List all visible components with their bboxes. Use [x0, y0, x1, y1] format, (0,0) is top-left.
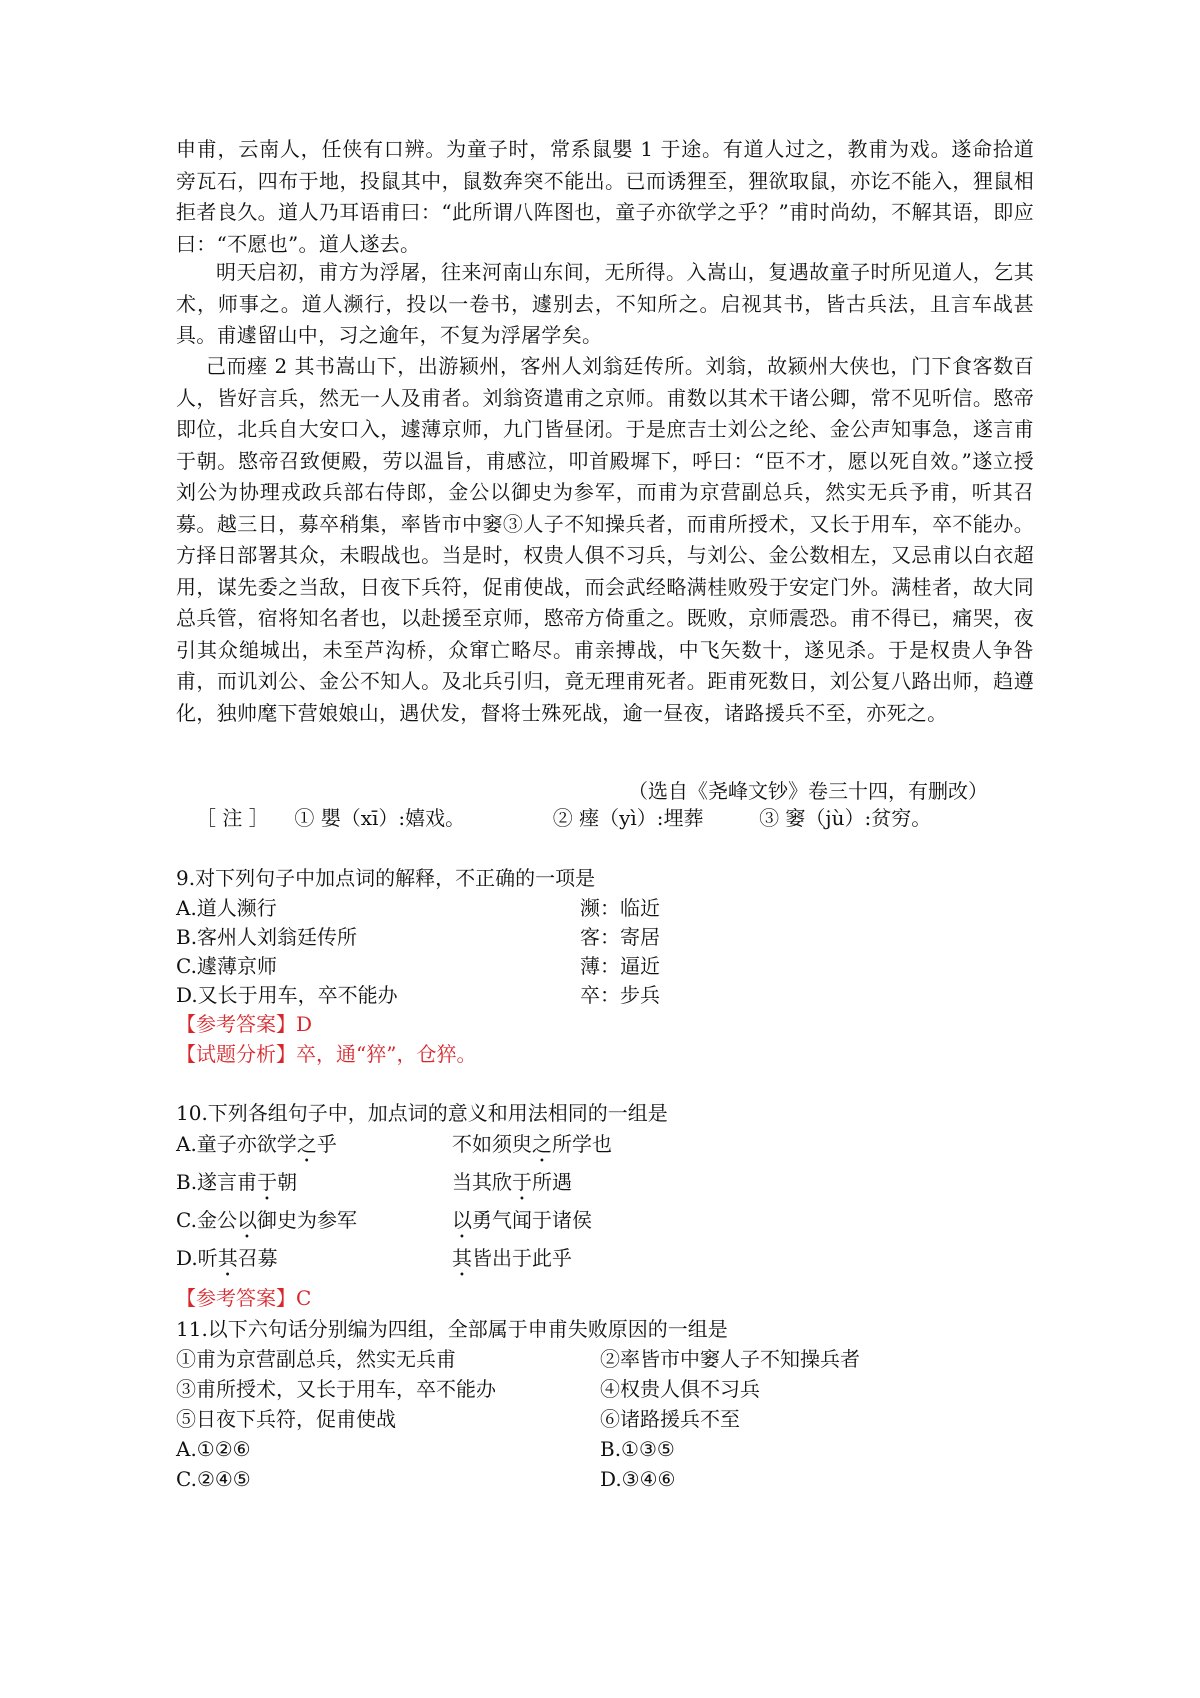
q10-b-dotted-word: 于: [257, 1170, 278, 1194]
q10-c-text: C.金公: [176, 1208, 237, 1232]
q9-option-b: B.客州人刘翁廷传所: [176, 925, 358, 949]
q11-item-6: ⑥诸路援兵不至: [600, 1407, 740, 1431]
note-2: ② 瘗（yì）:埋葬: [552, 806, 704, 830]
q10-c-dotted-word: 以: [236, 1208, 257, 1232]
q9-option-d: D.又长于用车，卒不能办: [176, 983, 398, 1007]
note-3: ③ 窭（jù）:贫穷。: [759, 806, 932, 830]
q9-option-d-gloss: 卒：步兵: [580, 983, 660, 1007]
passage-paragraph-3: 己而瘗 2 其书嵩山下，出游颍州，客州人刘翁廷传所。刘翁，故颍州大侠也，门下食客数百人，皆好言兵，然无一人及甫者。刘翁资遣甫之京师。甫数以其术干诸公卿，常不见听信。愍帝即位，北兵自大安口入，遽薄京师，九门皆昼闭。于是庶吉士刘公之纶、金公声知事急，遂言甫于朝。愍帝召致便殿，劳以温旨，甫感泣，叩首殿墀下，呼曰：“臣不才，愿以死自效。”遂立授刘公为协理戎政兵部右侍郎，金公以御史为参军，而甫为京营副总兵，然实无兵予甫，听其召募。越三日，募卒稍集，率皆市中窭③人子不知操兵者，而甫所授术，又长于用车，卒不能办。方择日部署其众，未暇战也。当是时，权贵人俱不习兵，与刘公、金公数相左，又忌甫以白衣超用，谋先委之当敌，日夜下兵符，促甫使战，而会武经略满桂败殁于安定门外。满桂者，故大同总兵管，宿将知名者也，以赴援至京师，愍帝方倚重之。既败，京师震恐。甫不得已，痛哭，夜引其众缒城出，未至芦沟桥，众窜亡略尽。甫亲搏战，中飞矢数十，遂见杀。于是权贵人争咎甫，而讥刘公、金公不知人。及北兵引归，竟无理甫死者。距甫死数日，刘公复八路出师，趋遵化，独帅麾下营娘娘山，遇伏发，督将士殊死战，逾一昼夜，诸路援兵不至，亦死之。: [176, 354, 1034, 725]
q10-c-pair-text-end: 勇气闻于诸侯: [472, 1208, 592, 1232]
q9-option-a-gloss: 濒：临近: [580, 896, 660, 920]
q10-b-pair-text-end: 所遇: [532, 1170, 572, 1194]
note-label: ［ 注 ］: [196, 806, 269, 830]
q10-b-text-end: 朝: [277, 1170, 298, 1194]
q10-option-a: [176, 1129, 337, 1167]
q10-a-text: A.童子亦欲学: [176, 1132, 297, 1156]
passage-paragraph-1: 申甫，云南人，任侠有口辨。为童子时，常系鼠嬰 1 于途。有道人过之，教甫为戏。遂命拾道旁瓦石，四布于地，投鼠其中，鼠数奔突不能出。已而诱狸至，狸欲取鼠，亦讫不能入，狸鼠相拒者良久。道人乃耳语甫曰：“此所谓八阵图也，童子亦欲学之乎？”甫时尚幼，不解其语，即应曰：“不愿也”。道人遂去。: [176, 137, 1034, 256]
passage-paragraph-2: 明天启初，甫方为浮屠，往来河南山东间，无所得。入嵩山，复遇故童子时所见道人，乞其术，师事之。道人濒行，投以一卷书，遽别去，不知所之。启视其书，皆古兵法，且言车战甚具。甫遽留山中，习之逾年，不复为浮屠学矣。: [176, 260, 1034, 347]
q10-c-pair-dotted-word: 以: [452, 1208, 472, 1232]
q11-option-b: B.①③⑤: [600, 1437, 675, 1461]
q10-answer: 【参考答案】C: [176, 1286, 312, 1310]
source-citation: （选自《尧峰文钞》卷三十四，有删改）: [628, 779, 988, 803]
q10-d-text-end: 召募: [237, 1246, 278, 1270]
q10-d-pair-dotted-word: 其: [452, 1246, 472, 1270]
q10-b-text: B.遂言甫: [176, 1170, 258, 1194]
q9-analysis: 【试题分析】卒，通“猝”，仓猝。: [176, 1042, 477, 1066]
q10-b-pair-text: 当其欣: [452, 1170, 512, 1194]
q10-a-pair-dotted-word: 之: [532, 1132, 552, 1156]
q10-option-b: [176, 1167, 297, 1205]
footnotes: [196, 803, 931, 833]
q10-option-b-pair: [452, 1167, 572, 1205]
q11-option-d: D.③④⑥: [600, 1467, 676, 1491]
q9-stem: 9.对下列句子中加点词的解释，不正确的一项是: [176, 866, 596, 890]
q10-option-c: [176, 1205, 357, 1243]
q10-option-c-pair: [452, 1205, 592, 1243]
note-1: ① 嬰（xī）:嬉戏。: [294, 806, 466, 830]
q10-option-d: [176, 1243, 278, 1281]
q10-d-pair-text-end: 皆出于此乎: [472, 1246, 572, 1270]
q9-option-c-gloss: 薄：逼近: [580, 954, 660, 978]
q10-d-dotted-word: 其: [217, 1246, 238, 1270]
q11-item-5: ⑤日夜下兵符，促甫使战: [176, 1407, 396, 1431]
q10-stem: 10.下列各组句子中，加点词的意义和用法相同的一组是: [176, 1101, 668, 1125]
q11-item-3: ③甫所授术，又长于用车，卒不能办: [176, 1377, 496, 1401]
q11-option-c: C.②④⑤: [176, 1467, 251, 1491]
q10-b-pair-dotted-word: 于: [512, 1170, 532, 1194]
q9-option-c: C.遽薄京师: [176, 954, 277, 978]
q10-option-d-pair: [452, 1243, 572, 1281]
q10-c-text-end: 御史为参军: [256, 1208, 357, 1232]
q10-d-text: D.听: [176, 1246, 218, 1270]
q10-a-dotted-word: 之: [296, 1132, 317, 1156]
q10-a-text-end: 乎: [316, 1132, 337, 1156]
q11-option-a: A.①②⑥: [176, 1437, 251, 1461]
q11-item-1: ①甫为京营副总兵，然实无兵甫: [176, 1347, 456, 1371]
q11-item-4: ④权贵人俱不习兵: [600, 1377, 760, 1401]
q11-item-2: ②率皆市中窭人子不知操兵者: [600, 1347, 860, 1371]
q9-answer: 【参考答案】D: [176, 1012, 313, 1036]
q9-option-b-gloss: 客：寄居: [580, 925, 660, 949]
q9-option-a: A.道人濒行: [176, 896, 277, 920]
q10-option-a-pair: [452, 1129, 612, 1167]
q10-a-pair-text-end: 所学也: [552, 1132, 612, 1156]
q11-stem: 11.以下六句话分别编为四组，全部属于申甫失败原因的一组是: [176, 1317, 728, 1341]
q10-a-pair-text: 不如须臾: [452, 1132, 532, 1156]
